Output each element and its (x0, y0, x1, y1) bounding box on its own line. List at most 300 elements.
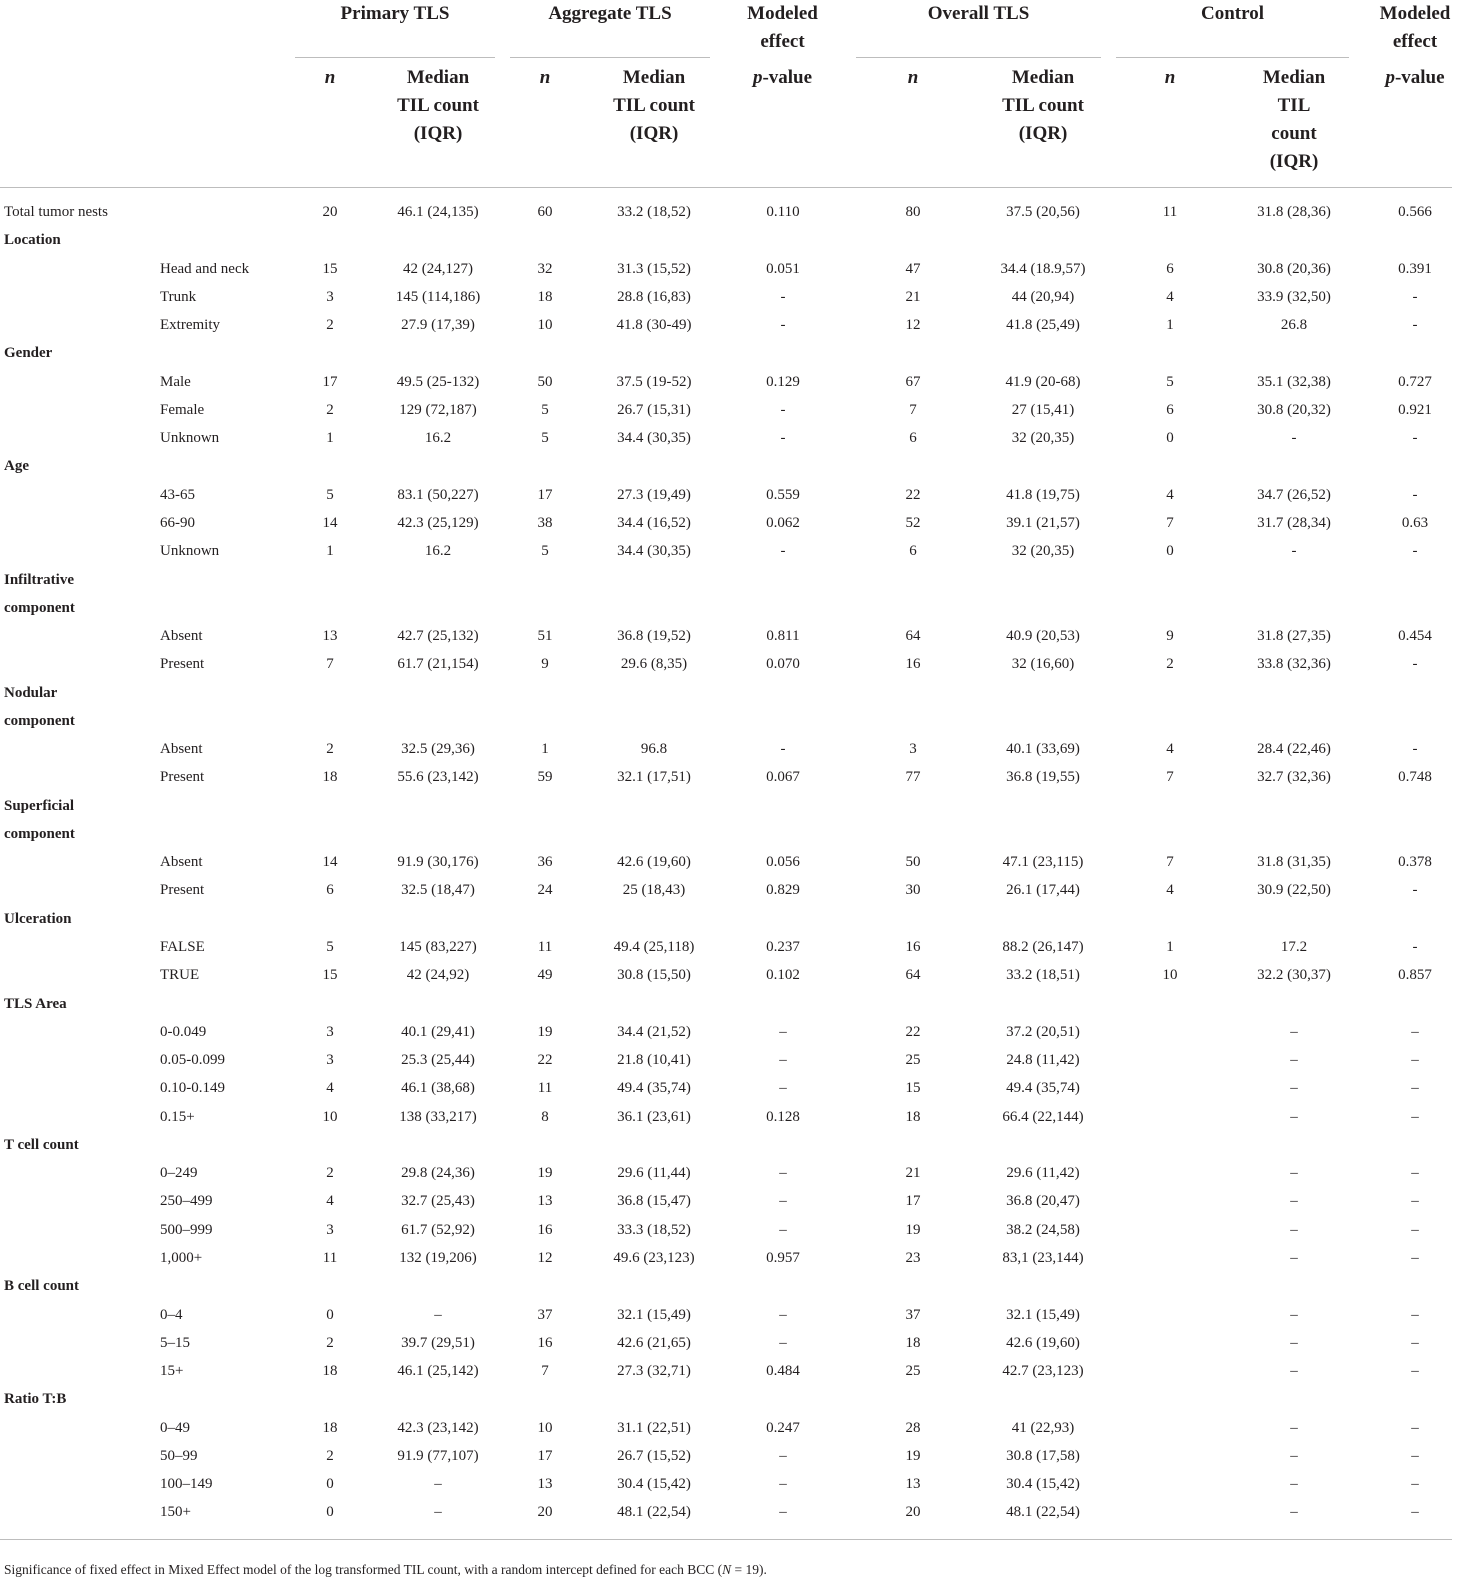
cell-aggregate-median: 36.8 (15,47) (617, 1193, 691, 1210)
cell-primary-n: 3 (326, 1023, 334, 1040)
cell-overall-median: 39.1 (21,57) (1006, 514, 1080, 531)
cell-aggregate-n: 49 (537, 967, 553, 984)
cell-aggregate-n: 16 (537, 1334, 553, 1351)
cell-primary-n: 2 (326, 1165, 334, 1182)
cell-pvalue-1: - (780, 288, 786, 305)
cell-control-median: – (1290, 1221, 1298, 1238)
cell-control-median: 28.4 (22,46) (1257, 741, 1331, 758)
cell-primary-n: 18 (322, 1419, 338, 1436)
cell-control-n: 1 (1166, 939, 1174, 956)
cell-overall-median: 32 (20,35) (1011, 543, 1075, 560)
cell-primary-n: 2 (326, 741, 334, 758)
cell-pvalue-1: - (780, 401, 786, 418)
cell-primary-n: 3 (326, 288, 334, 305)
cell-primary-n: 11 (322, 1249, 338, 1266)
cell-aggregate-n: 9 (541, 656, 549, 673)
cell-primary-n: 10 (322, 1108, 338, 1125)
subheader-line: TIL (1277, 95, 1311, 116)
cell-overall-median: 88.2 (26,147) (1002, 939, 1084, 956)
category-label: Location (4, 232, 61, 249)
cell-overall-n: 22 (905, 1023, 921, 1040)
cell-aggregate-n: 10 (537, 1419, 553, 1436)
cell-control-median: 26.8 (1280, 317, 1308, 334)
cell-overall-n: 28 (905, 1419, 921, 1436)
table-row (0, 876, 1471, 904)
cell-control-median: 33.8 (32,36) (1257, 656, 1331, 673)
table-row (0, 650, 1471, 678)
cell-primary-n: 20 (322, 204, 338, 220)
cell-overall-median: 30.4 (15,42) (1006, 1476, 1080, 1493)
cell-primary-n: 5 (326, 939, 334, 956)
cell-aggregate-median: 26.7 (15,31) (617, 401, 691, 418)
cell-aggregate-n: 11 (537, 939, 553, 956)
cell-control-median: – (1290, 1363, 1298, 1380)
category-row (0, 792, 1471, 820)
cell-overall-median: 47.1 (23,115) (1002, 854, 1084, 871)
cell-primary-median: 138 (33,217) (399, 1108, 477, 1125)
cell-primary-n: 13 (322, 628, 338, 645)
subheader-aggregate-n: n (539, 67, 551, 88)
cell-overall-n: 25 (905, 1363, 921, 1380)
cell-primary-n: 14 (322, 854, 338, 871)
cell-pvalue-1: - (780, 741, 786, 758)
cell-aggregate-median: 33.2 (18,52) (617, 204, 691, 220)
cell-overall-median: 37.2 (20,51) (1006, 1023, 1080, 1040)
cell-primary-n: 0 (326, 1504, 334, 1521)
cell-overall-median: 49.4 (35,74) (1006, 1080, 1080, 1097)
cell-primary-n: 3 (326, 1052, 334, 1069)
category-label: Superficial (4, 797, 74, 814)
group-rule-primary (295, 57, 495, 58)
subheader-primary-median (378, 64, 498, 148)
cell-control-median: – (1290, 1476, 1298, 1493)
table-row (0, 1244, 1471, 1272)
cell-pvalue-1: - (780, 430, 786, 447)
cell-overall-n: 47 (905, 260, 921, 277)
cell-pvalue-2: – (1411, 1504, 1419, 1521)
cell-overall-n: 21 (905, 1165, 921, 1182)
cell-pvalue-2: - (1412, 288, 1418, 305)
cell-primary-n: 14 (322, 514, 338, 531)
cell-primary-median: 46.1 (24,135) (397, 204, 479, 220)
category-label: Nodular (4, 684, 58, 701)
subheader-line: TIL count (397, 95, 479, 116)
subheader-line: (IQR) (1269, 151, 1319, 172)
cell-primary-median: – (434, 1476, 442, 1493)
category-row (0, 905, 1471, 933)
cell-aggregate-n: 38 (537, 514, 553, 531)
category-row (0, 1385, 1471, 1413)
category-row (0, 1131, 1471, 1159)
cell-control-n: 6 (1166, 401, 1174, 418)
cell-aggregate-n: 13 (537, 1193, 553, 1210)
cell-aggregate-median: 36.8 (19,52) (617, 628, 691, 645)
cell-overall-median: 40.1 (33,69) (1006, 741, 1080, 758)
footnote-n: N (722, 1562, 732, 1577)
table-footnote (4, 1561, 767, 1579)
cell-aggregate-median: 32.1 (15,49) (617, 1306, 691, 1323)
row-label: 0.15+ (160, 1108, 195, 1125)
cell-aggregate-n: 12 (537, 1249, 553, 1266)
cell-pvalue-2: - (1412, 882, 1418, 899)
cell-pvalue-1: – (779, 1447, 787, 1464)
cell-pvalue-1: – (779, 1504, 787, 1521)
row-label: 250–499 (160, 1193, 213, 1210)
cell-aggregate-median: 42.6 (19,60) (617, 854, 691, 871)
header-bottom-rule (0, 187, 1452, 188)
cell-overall-median: 27 (15,41) (1011, 401, 1075, 418)
row-label: TRUE (160, 967, 200, 984)
cell-pvalue-1: - (780, 543, 786, 560)
table-row (0, 368, 1471, 396)
cell-aggregate-median: 41.8 (30-49) (616, 317, 692, 334)
cell-overall-n: 6 (909, 430, 917, 447)
table-row (0, 1046, 1471, 1074)
category-label: TLS Area (4, 995, 67, 1012)
subheader-line: count (1271, 123, 1317, 144)
table-row (0, 311, 1471, 339)
cell-aggregate-n: 5 (541, 401, 549, 418)
category-row (0, 707, 1471, 735)
row-label: Present (160, 882, 205, 899)
table-row (0, 424, 1471, 452)
cell-primary-median: 129 (72,187) (399, 401, 477, 418)
category-label: T cell count (4, 1136, 79, 1153)
cell-primary-median: 39.7 (29,51) (401, 1334, 475, 1351)
cell-pvalue-2: 0.566 (1398, 204, 1432, 220)
cell-primary-median: 42.7 (25,132) (397, 628, 479, 645)
cell-overall-median: 83,1 (23,144) (1002, 1249, 1084, 1266)
cell-primary-median: 61.7 (52,92) (401, 1221, 475, 1238)
cell-overall-n: 13 (905, 1476, 921, 1493)
cell-pvalue-1: 0.484 (766, 1363, 800, 1380)
cell-primary-median: 27.9 (17,39) (401, 317, 475, 334)
cell-aggregate-median: 36.1 (23,61) (617, 1108, 691, 1125)
cell-overall-median: 41 (22,93) (1011, 1419, 1075, 1436)
cell-primary-median: 91.9 (30,176) (397, 854, 479, 871)
cell-overall-n: 12 (905, 317, 921, 334)
table-row (0, 1074, 1471, 1102)
cell-aggregate-n: 22 (537, 1052, 553, 1069)
table-row (0, 961, 1471, 989)
row-label: Unknown (160, 430, 220, 447)
cell-aggregate-n: 60 (537, 204, 553, 220)
cell-overall-median: 34.4 (18.9,57) (1000, 260, 1086, 277)
row-label: Male (160, 373, 191, 390)
cell-pvalue-1: 0.129 (766, 373, 800, 390)
header-modeled-effect-2 (1365, 0, 1465, 56)
cell-primary-median: 32.5 (18,47) (401, 882, 475, 899)
cell-overall-n: 18 (905, 1108, 921, 1125)
category-row (0, 339, 1471, 367)
cell-primary-n: 15 (322, 260, 338, 277)
cell-pvalue-2: – (1411, 1023, 1419, 1040)
cell-control-median: 30.8 (20,32) (1257, 401, 1331, 418)
table-bottom-rule (0, 1539, 1452, 1540)
row-label: Unknown (160, 543, 220, 560)
cell-aggregate-n: 17 (537, 486, 553, 503)
cell-aggregate-n: 5 (541, 430, 549, 447)
cell-primary-median: – (434, 1504, 442, 1521)
cell-pvalue-1: 0.559 (766, 486, 800, 503)
cell-control-median: – (1290, 1447, 1298, 1464)
cell-pvalue-2: – (1411, 1108, 1419, 1125)
cell-pvalue-2: 0.748 (1398, 769, 1432, 786)
table-row (0, 509, 1471, 537)
cell-control-median: 31.8 (28,36) (1257, 204, 1331, 220)
cell-overall-median: 32 (20,35) (1011, 430, 1075, 447)
subheader-line: Median (1262, 67, 1326, 88)
cell-primary-median: 40.1 (29,41) (401, 1023, 475, 1040)
cell-pvalue-2: – (1411, 1363, 1419, 1380)
cell-aggregate-median: 96.8 (640, 741, 668, 758)
cell-primary-median: 32.7 (25,43) (401, 1193, 475, 1210)
cell-pvalue-1: 0.070 (766, 656, 800, 673)
cell-control-median: 31.8 (27,35) (1257, 628, 1331, 645)
cell-primary-median: 42 (24,127) (403, 260, 473, 277)
row-label: 0-0.049 (160, 1023, 207, 1040)
cell-primary-n: 4 (326, 1193, 334, 1210)
cell-aggregate-n: 36 (537, 854, 553, 871)
subheader-overall-n: n (907, 67, 919, 88)
header-modeled-effect-2-line1: Modeled (1379, 3, 1451, 24)
cell-aggregate-median: 25 (18,43) (622, 882, 686, 899)
cell-primary-median: 91.9 (77,107) (397, 1447, 479, 1464)
cell-control-n: 1 (1166, 317, 1174, 334)
cell-aggregate-median: 42.6 (21,65) (617, 1334, 691, 1351)
cell-overall-median: 42.6 (19,60) (1006, 1334, 1080, 1351)
cell-aggregate-n: 7 (541, 1363, 549, 1380)
table-row (0, 1442, 1471, 1470)
cell-overall-n: 22 (905, 486, 921, 503)
cell-overall-median: 30.8 (17,58) (1006, 1447, 1080, 1464)
cell-control-n: 4 (1166, 741, 1174, 758)
cell-control-n: 0 (1166, 430, 1174, 447)
row-label: Head and neck (160, 260, 250, 277)
header-aggregate-tls: Aggregate TLS (548, 3, 672, 24)
cell-control-n: 11 (1162, 204, 1178, 220)
cell-overall-median: 32.1 (15,49) (1006, 1306, 1080, 1323)
cell-control-n: 4 (1166, 882, 1174, 899)
table-row (0, 1414, 1471, 1442)
cell-aggregate-median: 28.8 (16,83) (617, 288, 691, 305)
header-modeled-effect-1-line1: Modeled (747, 3, 818, 24)
table-row (0, 1216, 1471, 1244)
category-label: Age (4, 458, 29, 475)
cell-control-median: – (1290, 1249, 1298, 1266)
cell-aggregate-median: 49.6 (23,123) (613, 1249, 695, 1266)
cell-pvalue-1: 0.067 (766, 769, 800, 786)
cell-overall-median: 44 (20,94) (1011, 288, 1075, 305)
row-label: Absent (160, 854, 203, 871)
cell-primary-median: 32.5 (29,36) (401, 741, 475, 758)
cell-primary-median: 16.2 (424, 543, 452, 560)
cell-pvalue-1: - (780, 317, 786, 334)
cell-control-median: 33.9 (32,50) (1257, 288, 1331, 305)
cell-overall-median: 24.8 (11,42) (1006, 1052, 1080, 1069)
cell-overall-median: 36.8 (20,47) (1006, 1193, 1080, 1210)
header-modeled-effect-2-line2: effect (1392, 31, 1438, 52)
cell-aggregate-n: 24 (537, 882, 553, 899)
cell-primary-n: 15 (322, 967, 338, 984)
row-label: 500–999 (160, 1221, 213, 1238)
cell-overall-n: 64 (905, 628, 921, 645)
cell-pvalue-1: 0.051 (766, 260, 800, 277)
cell-pvalue-1: 0.811 (766, 628, 800, 645)
cell-pvalue-2: - (1412, 430, 1418, 447)
cell-aggregate-n: 51 (537, 628, 553, 645)
cell-primary-median: 49.5 (25-132) (396, 373, 480, 390)
cell-primary-median: – (434, 1306, 442, 1323)
cell-overall-n: 15 (905, 1080, 921, 1097)
cell-overall-n: 3 (909, 741, 917, 758)
cell-pvalue-2: – (1411, 1447, 1419, 1464)
cell-control-n: 7 (1166, 514, 1174, 531)
cell-overall-median: 40.9 (20,53) (1006, 628, 1080, 645)
subheader-primary-n: n (324, 67, 336, 88)
subheader-pvalue-2: p-value (1385, 67, 1445, 88)
cell-pvalue-2: – (1411, 1306, 1419, 1323)
cell-overall-n: 37 (905, 1306, 921, 1323)
cell-aggregate-median: 33.3 (18,52) (617, 1221, 691, 1238)
cell-pvalue-2: – (1411, 1080, 1419, 1097)
cell-pvalue-1: – (779, 1080, 787, 1097)
cell-control-n: 6 (1166, 260, 1174, 277)
cell-overall-n: 7 (909, 401, 917, 418)
cell-aggregate-median: 49.4 (35,74) (617, 1080, 691, 1097)
cell-pvalue-2: – (1411, 1193, 1419, 1210)
cell-pvalue-1: 0.062 (766, 514, 800, 531)
cell-pvalue-2: 0.378 (1398, 854, 1432, 871)
subheader-line: Median (622, 67, 686, 88)
cell-primary-n: 17 (322, 373, 338, 390)
cell-aggregate-n: 37 (537, 1306, 553, 1323)
cell-control-median: 35.1 (32,38) (1257, 373, 1331, 390)
cell-aggregate-n: 50 (537, 373, 553, 390)
cell-aggregate-n: 20 (537, 1504, 553, 1521)
table-row (0, 1329, 1471, 1357)
cell-overall-median: 37.5 (20,56) (1006, 204, 1080, 220)
cell-pvalue-1: – (779, 1165, 787, 1182)
cell-primary-n: 2 (326, 401, 334, 418)
cell-control-median: – (1290, 1052, 1298, 1069)
cell-aggregate-median: 34.4 (30,35) (617, 430, 691, 447)
cell-pvalue-2: – (1411, 1249, 1419, 1266)
cell-control-median: – (1290, 1504, 1298, 1521)
table-row (0, 1301, 1471, 1329)
cell-overall-n: 19 (905, 1447, 921, 1464)
cell-control-median: 30.8 (20,36) (1257, 260, 1331, 277)
cell-primary-median: 46.1 (25,142) (397, 1363, 479, 1380)
cell-primary-median: 16.2 (424, 430, 452, 447)
cell-primary-n: 3 (326, 1221, 334, 1238)
table-row (0, 396, 1471, 424)
category-row (0, 226, 1471, 254)
cell-primary-n: 2 (326, 1334, 334, 1351)
cell-aggregate-n: 5 (541, 543, 549, 560)
group-rule-overall (856, 57, 1101, 58)
cell-control-median: – (1290, 1108, 1298, 1125)
row-label: FALSE (160, 939, 205, 956)
cell-pvalue-1: 0.829 (766, 882, 800, 899)
row-label: 0–49 (160, 1419, 190, 1436)
cell-pvalue-2: – (1411, 1165, 1419, 1182)
category-row (0, 594, 1471, 622)
cell-overall-n: 77 (905, 769, 921, 786)
cell-overall-median: 33.2 (18,51) (1006, 967, 1080, 984)
cell-control-median: 30.9 (22,50) (1257, 882, 1331, 899)
row-label: 5–15 (160, 1334, 190, 1351)
cell-overall-n: 80 (905, 204, 921, 220)
row-label: Female (160, 401, 205, 418)
cell-control-n: 0 (1166, 543, 1174, 560)
table-row (0, 763, 1471, 791)
cell-control-n: 4 (1166, 486, 1174, 503)
cell-control-median: – (1290, 1080, 1298, 1097)
category-label: Infiltrative (4, 571, 74, 588)
table-row (0, 933, 1471, 961)
cell-aggregate-median: 21.8 (10,41) (617, 1052, 691, 1069)
table-row (0, 481, 1471, 509)
cell-primary-n: 6 (326, 882, 334, 899)
header-overall-tls: Overall TLS (927, 3, 1030, 24)
category-row (0, 820, 1471, 848)
row-label: 0–4 (160, 1306, 183, 1323)
cell-pvalue-2: 0.391 (1398, 260, 1432, 277)
cell-pvalue-2: – (1411, 1419, 1419, 1436)
cell-pvalue-1: – (779, 1476, 787, 1493)
cell-overall-n: 25 (905, 1052, 921, 1069)
cell-primary-n: 0 (326, 1306, 334, 1323)
cell-aggregate-n: 13 (537, 1476, 553, 1493)
category-row (0, 452, 1471, 480)
cell-overall-n: 23 (905, 1249, 921, 1266)
cell-aggregate-n: 19 (537, 1165, 553, 1182)
cell-aggregate-median: 30.4 (15,42) (617, 1476, 691, 1493)
subheader-line: (IQR) (629, 123, 679, 144)
cell-primary-n: 2 (326, 1447, 334, 1464)
table-row (0, 1470, 1471, 1498)
cell-aggregate-n: 18 (537, 288, 553, 305)
cell-overall-median: 38.2 (24,58) (1006, 1221, 1080, 1238)
cell-primary-n: 4 (326, 1080, 334, 1097)
cell-control-n: 7 (1166, 854, 1174, 871)
cell-overall-n: 50 (905, 854, 921, 871)
table-row (0, 283, 1471, 311)
cell-aggregate-median: 48.1 (22,54) (617, 1504, 691, 1521)
category-row (0, 990, 1471, 1018)
cell-pvalue-2: - (1412, 486, 1418, 503)
table-row (0, 1103, 1471, 1131)
cell-overall-n: 21 (905, 288, 921, 305)
cell-pvalue-1: – (779, 1334, 787, 1351)
row-label: 50–99 (160, 1447, 198, 1464)
cell-control-n: 10 (1162, 967, 1178, 984)
cell-control-median: – (1290, 1193, 1298, 1210)
cell-primary-n: 0 (326, 1476, 334, 1493)
cell-primary-n: 1 (326, 430, 334, 447)
subheader-control-median (1234, 64, 1354, 176)
category-row (0, 566, 1471, 594)
row-label: 0.10-0.149 (160, 1080, 225, 1097)
cell-aggregate-median: 29.6 (8,35) (620, 656, 688, 673)
cell-pvalue-1: – (779, 1193, 787, 1210)
cell-aggregate-n: 16 (537, 1221, 553, 1238)
cell-primary-n: 18 (322, 769, 338, 786)
cell-pvalue-2: 0.921 (1398, 401, 1432, 418)
cell-overall-n: 18 (905, 1334, 921, 1351)
cell-pvalue-1: 0.957 (766, 1249, 800, 1266)
